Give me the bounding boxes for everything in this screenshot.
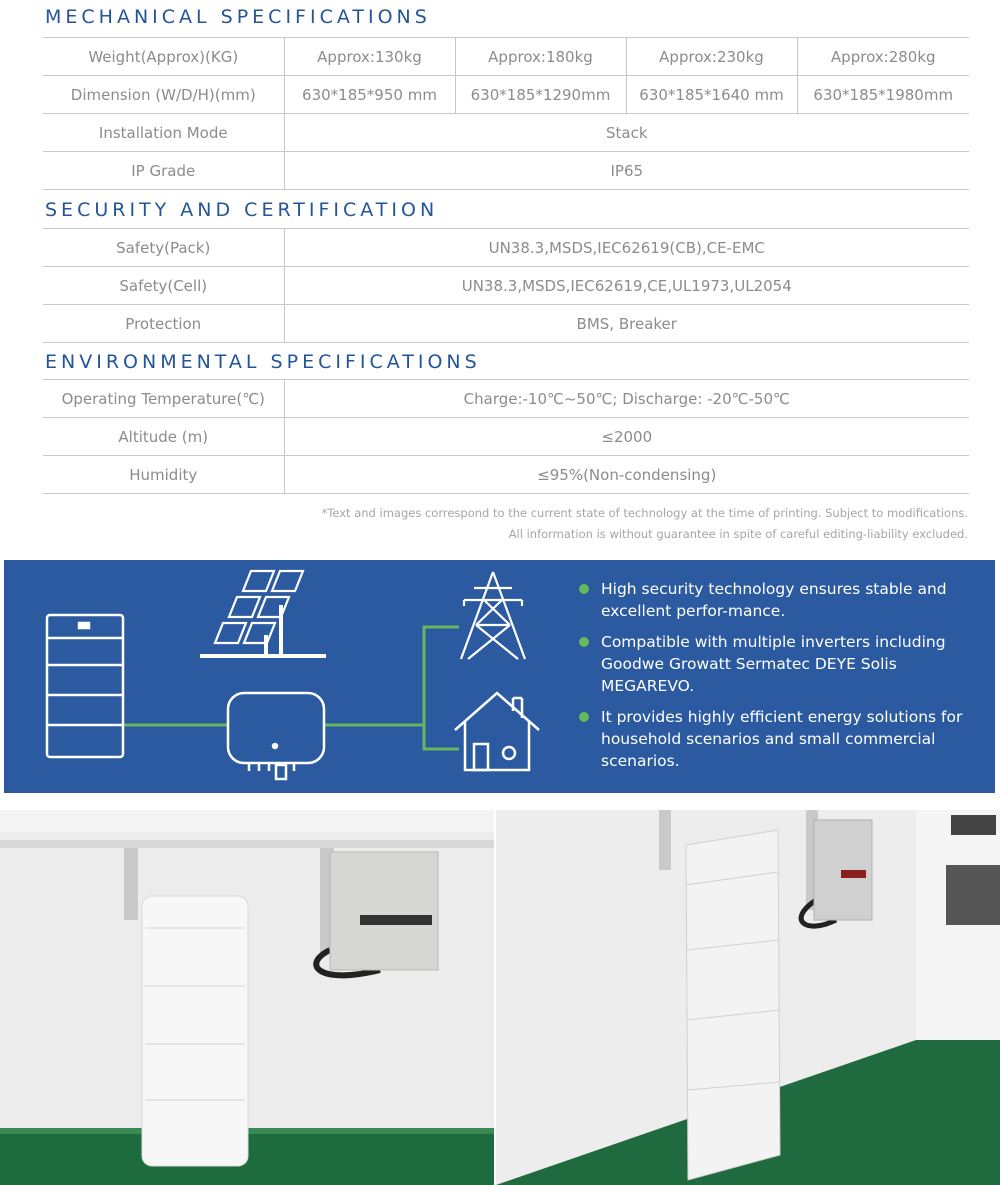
cell-value: ≤2000 bbox=[284, 418, 969, 456]
photo-illustration bbox=[496, 810, 1000, 1185]
inverter-icon bbox=[228, 693, 324, 779]
system-diagram bbox=[4, 560, 564, 793]
list-item bbox=[579, 578, 979, 622]
feature-text: Compatible with multiple inverters including Goodwe Growatt Sermatec DEYE Solis MEGAREVO. bbox=[601, 633, 946, 695]
table-row bbox=[43, 380, 969, 418]
house-icon bbox=[455, 693, 539, 770]
cell-value: 630*185*950 mm bbox=[284, 76, 455, 114]
cell-value: Stack bbox=[284, 114, 969, 152]
disclaimer-line-2: All information is without guarantee in spite of careful editing-liability excluded. bbox=[508, 527, 968, 541]
row-label: Safety(Cell) bbox=[43, 267, 284, 305]
row-label: Humidity bbox=[43, 456, 284, 494]
row-label: Altitude (m) bbox=[43, 418, 284, 456]
bullet-icon bbox=[579, 584, 589, 594]
cell-value: 630*185*1980mm bbox=[797, 76, 969, 114]
cell-value: Approx:130kg bbox=[284, 38, 455, 76]
installation-photo-left bbox=[0, 810, 494, 1185]
list-item bbox=[579, 631, 979, 697]
feature-list bbox=[579, 578, 979, 781]
row-label: Weight(Approx)(KG) bbox=[43, 38, 284, 76]
table-row bbox=[43, 38, 969, 76]
cell-value: 630*185*1640 mm bbox=[626, 76, 797, 114]
row-label: Protection bbox=[43, 305, 284, 343]
environmental-table bbox=[43, 379, 969, 494]
cell-value: IP65 bbox=[284, 152, 969, 190]
feature-text: It provides highly efficient energy solutions for household scenarios and small commercial scenarios. bbox=[601, 708, 963, 770]
solar-panel-icon bbox=[200, 571, 326, 656]
bullet-icon bbox=[579, 637, 589, 647]
cell-value: ≤95%(Non-condensing) bbox=[284, 456, 969, 494]
feature-text: High security technology ensures stable and excellent perfor-mance. bbox=[601, 580, 947, 620]
row-label: Dimension (W/D/H)(mm) bbox=[43, 76, 284, 114]
cell-value: 630*185*1290mm bbox=[455, 76, 626, 114]
battery-stack-icon bbox=[47, 615, 123, 757]
cell-value: BMS, Breaker bbox=[284, 305, 969, 343]
table-row bbox=[43, 152, 969, 190]
cell-value: Approx:230kg bbox=[626, 38, 797, 76]
cell-value: Approx:280kg bbox=[797, 38, 969, 76]
bullet-icon bbox=[579, 712, 589, 722]
disclaimer-line-1: *Text and images correspond to the current state of technology at the time of printing. Subject to modifications. bbox=[321, 506, 968, 520]
environmental-title: ENVIRONMENTAL SPECIFICATIONS bbox=[45, 351, 481, 373]
table-row bbox=[43, 305, 969, 343]
table-row bbox=[43, 76, 969, 114]
cell-value: UN38.3,MSDS,IEC62619,CE,UL1973,UL2054 bbox=[284, 267, 969, 305]
row-label: Installation Mode bbox=[43, 114, 284, 152]
row-label: Operating Temperature(℃) bbox=[43, 380, 284, 418]
table-row bbox=[43, 418, 969, 456]
table-row bbox=[43, 267, 969, 305]
cell-value: Charge:-10℃~50℃; Discharge: -20℃-50℃ bbox=[284, 380, 969, 418]
system-diagram-banner bbox=[4, 560, 995, 793]
photo-illustration bbox=[0, 810, 494, 1185]
power-tower-icon bbox=[461, 572, 525, 659]
table-row bbox=[43, 229, 969, 267]
row-label: IP Grade bbox=[43, 152, 284, 190]
mechanical-title: MECHANICAL SPECIFICATIONS bbox=[45, 6, 431, 28]
security-table bbox=[43, 228, 969, 343]
cell-value: UN38.3,MSDS,IEC62619(CB),CE-EMC bbox=[284, 229, 969, 267]
row-label: Safety(Pack) bbox=[43, 229, 284, 267]
list-item bbox=[579, 706, 979, 772]
cell-value: Approx:180kg bbox=[455, 38, 626, 76]
installation-photo-right bbox=[496, 810, 1000, 1185]
security-title: SECURITY AND CERTIFICATION bbox=[45, 199, 439, 221]
mechanical-table bbox=[43, 37, 969, 190]
disclaimer bbox=[322, 503, 968, 545]
table-row bbox=[43, 114, 969, 152]
table-row bbox=[43, 456, 969, 494]
